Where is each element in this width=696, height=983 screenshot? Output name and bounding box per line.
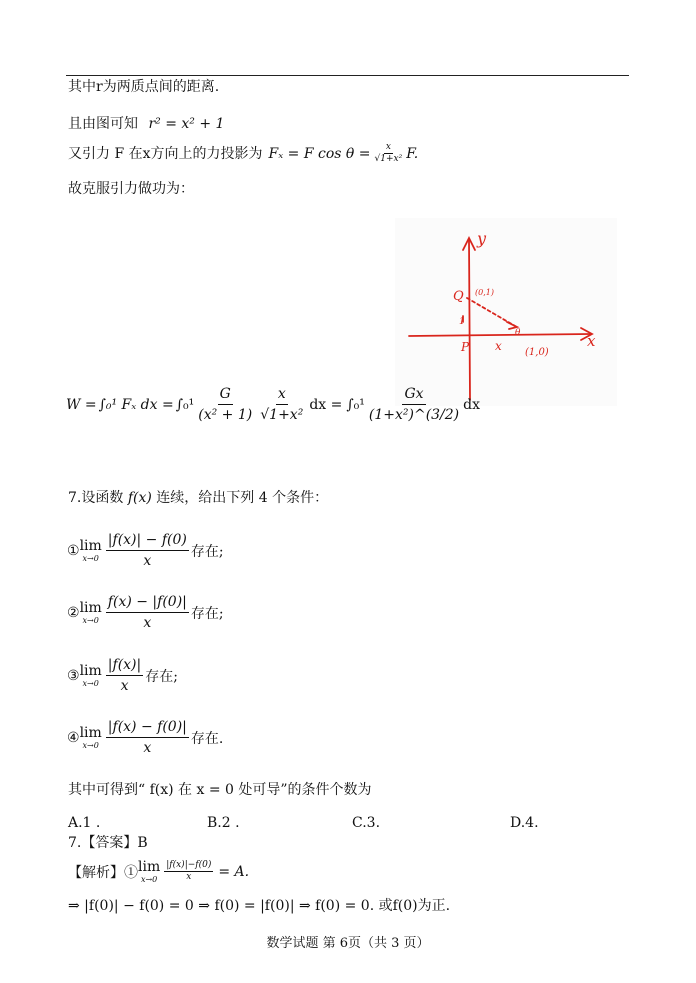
work-frac-1	[196, 384, 254, 425]
condition-num: |f(x) − f(0)|	[106, 717, 189, 738]
option-c[interactable]: C.3.	[352, 815, 381, 831]
work-frac3-num: Gx	[402, 384, 425, 405]
limit-subscript: x→0	[82, 554, 99, 563]
analysis-line-2: ⇒ |f(0)| − f(0) = 0 ⇒ f(0) = |f(0)| ⇒ f(0) = 0. 或f(0)为正.	[68, 898, 451, 914]
condition-den: x	[143, 740, 152, 756]
question-prompt: 其中可得到“ f(x) 在 x = 0 处可导”的条件个数为	[68, 782, 372, 798]
limit-word: lim	[79, 538, 102, 554]
sketch-x-axis-label: x	[587, 332, 596, 350]
limit-operator	[80, 663, 102, 688]
analysis-limit-sub: x→0	[140, 875, 158, 884]
condition-tail: 存在;	[145, 668, 178, 685]
condition-fraction	[106, 717, 189, 758]
condition-2	[67, 592, 224, 633]
limit-word: lim	[79, 725, 102, 741]
condition-tail: 存在;	[190, 543, 224, 560]
work-int3: ∫₀¹	[346, 396, 365, 413]
condition-den: x	[120, 678, 129, 694]
condition-num: |f(x)| − f(0)	[106, 530, 189, 551]
sketch-point-coord: (1,0)	[525, 347, 549, 358]
work-int2: ∫₀¹	[175, 396, 195, 413]
condition-fraction	[106, 592, 189, 633]
projection-frac-num: x	[385, 142, 391, 152]
sketch-one-label: 1	[459, 317, 465, 327]
question-stem-b: 连续，给出下列 4 个条件：	[156, 490, 329, 506]
sketch-y-label: y	[477, 229, 487, 248]
option-d[interactable]: D.4.	[510, 815, 539, 831]
work-frac2-den: √1+x²	[260, 407, 304, 423]
relation-equation: r² = x² + 1	[148, 116, 225, 132]
work-int1: ∫₀¹ Fₓ dx =	[98, 396, 174, 413]
limit-word: lim	[79, 600, 102, 616]
condition-den: x	[143, 615, 152, 631]
analysis-den: x	[186, 872, 192, 882]
question-stem	[68, 489, 328, 507]
limit-operator	[80, 600, 102, 625]
projection-eq-b: F.	[406, 145, 419, 162]
projection-frac-den: √1+x²	[374, 154, 403, 164]
work-frac3-den: (1+x²)^(3/2)	[368, 407, 460, 423]
text-line-projection	[68, 142, 418, 165]
coordinate-sketch	[395, 218, 617, 406]
sketch-background	[395, 218, 617, 406]
analysis-prefix: 【解析】①	[68, 864, 138, 881]
limit-subscript: x→0	[82, 679, 99, 688]
projection-fraction	[373, 142, 405, 165]
sketch-x-label: x	[495, 339, 502, 353]
sketch-q-label: Q	[453, 289, 464, 304]
limit-operator	[80, 725, 102, 750]
analysis-limit	[138, 859, 160, 884]
header-rule	[66, 75, 629, 76]
analysis-num: |f(x)|−f(0)	[166, 860, 212, 870]
limit-operator	[80, 538, 102, 563]
condition-3	[67, 655, 178, 696]
sketch-q-coord: (0,1)	[475, 288, 494, 297]
limit-subscript: x→0	[82, 616, 99, 625]
condition-tail: 存在;	[190, 605, 224, 622]
condition-mark: ④	[67, 729, 80, 746]
work-dx: dx	[463, 396, 481, 413]
projection-prefix: 又引力 F 在x方向上的力投影为	[68, 145, 263, 162]
condition-1	[67, 530, 224, 571]
work-frac1-num: G	[218, 384, 233, 405]
work-lhs: W =	[66, 396, 97, 413]
answer-label: 7.【答案】B	[68, 835, 148, 851]
sketch-theta-label: θ	[515, 328, 521, 338]
relation-prefix: 且由图可知	[68, 116, 138, 132]
work-formula	[66, 384, 480, 425]
work-dx-eq: dx =	[309, 396, 343, 413]
analysis-line-1	[68, 859, 249, 884]
work-frac1-den: (x² + 1)	[198, 407, 253, 423]
analysis-eq: = A.	[218, 863, 250, 880]
condition-fraction	[106, 530, 189, 571]
condition-mark: ②	[67, 604, 80, 621]
question-stem-fx: f(x)	[127, 490, 152, 506]
sketch-y-axis	[469, 240, 470, 400]
limit-subscript: x→0	[82, 741, 99, 750]
work-frac-3	[367, 384, 461, 425]
text-line-relation	[68, 115, 224, 133]
option-b[interactable]: B.2 .	[207, 815, 240, 831]
analysis-limit-word: lim	[138, 859, 161, 875]
condition-4	[67, 717, 223, 758]
question-stem-a: 7.设函数	[68, 490, 124, 506]
limit-word: lim	[79, 663, 102, 679]
text-line-distance: 其中r为两质点间的距离.	[68, 79, 220, 95]
condition-num: |f(x)|	[106, 655, 143, 676]
analysis-fraction	[164, 860, 213, 883]
work-frac2-num: x	[276, 384, 288, 405]
text-line-work-intro: 故克服引力做功为：	[68, 181, 194, 197]
condition-mark: ③	[67, 667, 80, 684]
condition-tail: 存在.	[190, 730, 224, 747]
work-frac-2	[258, 384, 305, 425]
condition-num: f(x) − |f(0)|	[106, 592, 189, 613]
page-footer: 数学试题 第 6页（共 3 页）	[266, 936, 430, 951]
projection-eq-a: Fₓ = F cos θ =	[268, 145, 371, 162]
option-a[interactable]: A.1 .	[68, 815, 101, 831]
condition-fraction	[106, 655, 143, 696]
condition-mark: ①	[67, 542, 80, 559]
condition-den: x	[143, 553, 152, 569]
sketch-p-label: P	[461, 340, 470, 354]
